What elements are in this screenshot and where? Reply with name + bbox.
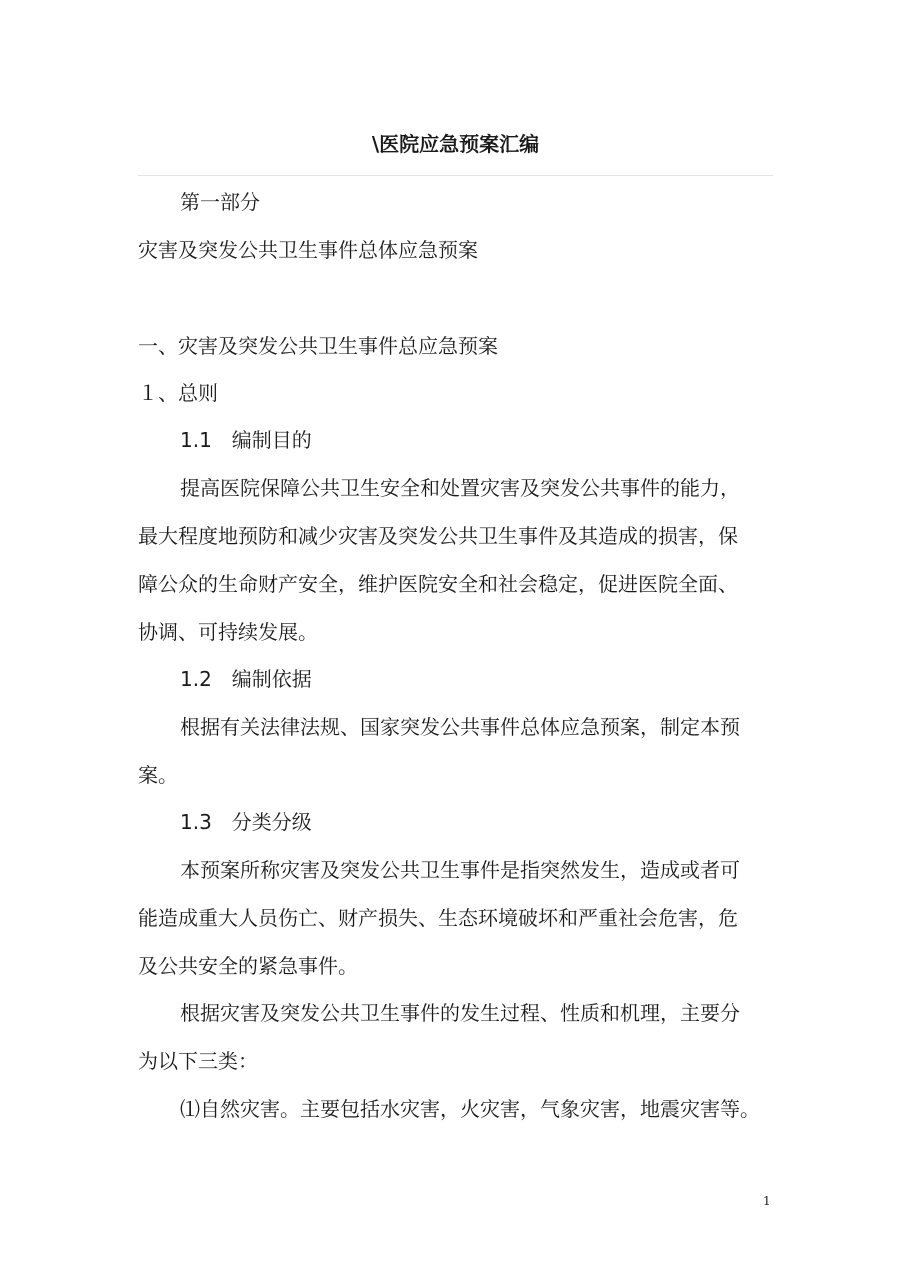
part-title: 灾害及突发公共卫生事件总体应急预案 (138, 238, 478, 262)
clause-heading: 1.2 编制依据 (180, 667, 312, 691)
paragraph-line: 能造成重大人员伤亡、财产损失、生态环境破坏和严重社会危害，危 (138, 906, 738, 930)
list-item: ⑴自然灾害。主要包括水灾害，火灾害，气象灾害，地震灾害等。 (180, 1097, 760, 1121)
paragraph-line: 最大程度地预防和减少灾害及突发公共卫生事件及其造成的损害，保 (138, 524, 738, 548)
section-heading: 一、灾害及突发公共卫生事件总应急预案 (138, 334, 498, 358)
subsection-heading: １、总则 (138, 381, 218, 405)
paragraph-line: 协调、可持续发展。 (138, 620, 318, 644)
clause-heading: 1.3 分类分级 (180, 810, 312, 834)
paragraph-line: 障公众的生命财产安全，维护医院安全和社会稳定，促进医院全面、 (138, 572, 738, 596)
paragraph-line: 为以下三类： (138, 1049, 258, 1073)
title-divider (138, 175, 773, 176)
paragraph-line: 提高医院保障公共卫生安全和处置灾害及突发公共事件的能力， (180, 476, 740, 500)
clause-heading: 1.1 编制目的 (180, 428, 312, 452)
document-title: \医院应急预案汇编 (371, 132, 540, 156)
paragraph-line: 本预案所称灾害及突发公共卫生事件是指突然发生，造成或者可 (180, 858, 740, 882)
part-heading: 第一部分 (180, 190, 260, 214)
paragraph-line: 案。 (138, 763, 178, 787)
paragraph-line: 根据灾害及突发公共卫生事件的发生过程、性质和机理，主要分 (180, 1001, 740, 1025)
page-number: 1 (763, 1194, 771, 1208)
paragraph-line: 根据有关法律法规、国家突发公共事件总体应急预案，制定本预 (180, 715, 740, 739)
paragraph-line: 及公共安全的紧急事件。 (138, 954, 358, 978)
